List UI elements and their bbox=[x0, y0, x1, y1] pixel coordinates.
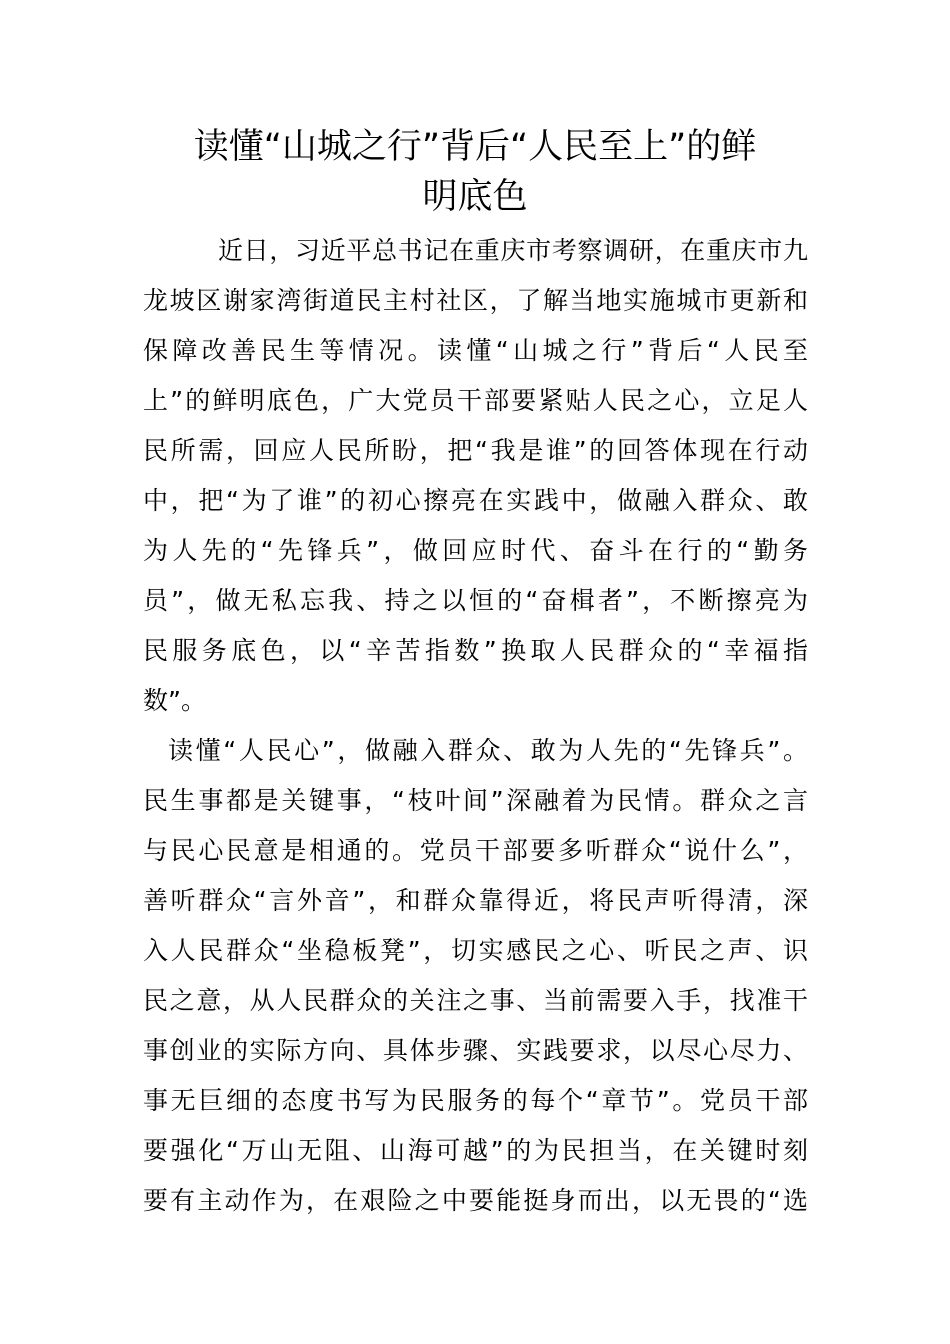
paragraph-line: 与民心民意是相通的。党员干部要多听群众“说什么”， bbox=[143, 836, 808, 865]
document-title bbox=[130, 122, 820, 222]
paragraph-line: 上”的鲜明底色，广大党员干部要紧贴人民之心，立足人 bbox=[143, 386, 808, 415]
paragraph-line: 保障改善民生等情况。读懂“山城之行”背后“人民至 bbox=[143, 336, 808, 365]
paragraph-line: 为人先的“先锋兵”，做回应时代、奋斗在行的“勤务 bbox=[143, 536, 808, 565]
paragraph-line: 龙坡区谢家湾街道民主村社区，了解当地实施城市更新和 bbox=[143, 286, 808, 315]
paragraph-line: 数”。 bbox=[143, 686, 206, 715]
paragraph-line: 事创业的实际方向、具体步骤、实践要求，以尽心尽力、 bbox=[143, 1036, 808, 1065]
paragraph-line: 善听群众“言外音”，和群众靠得近，将民声听得清，深 bbox=[143, 886, 808, 915]
paragraph-line: 民服务底色，以“辛苦指数”换取人民群众的“幸福指 bbox=[143, 636, 808, 665]
paragraph-line: 近日，习近平总书记在重庆市考察调研，在重庆市九 bbox=[218, 236, 808, 265]
paragraph-line: 中，把“为了谁”的初心擦亮在实践中，做融入群众、敢 bbox=[143, 486, 808, 515]
paragraph-line: 入人民群众“坐稳板凳”，切实感民之心、听民之声、识 bbox=[143, 936, 808, 965]
paragraph-line: 民所需，回应人民所盼，把“我是谁”的回答体现在行动 bbox=[143, 436, 808, 465]
paragraph-2 bbox=[143, 726, 808, 1226]
paragraph-line: 读懂“人民心”，做融入群众、敢为人先的“先锋兵”。 bbox=[168, 736, 808, 765]
document-body bbox=[143, 226, 808, 1226]
paragraph-1 bbox=[143, 226, 808, 726]
title-line-1: 读懂“山城之行”背后“人民至上”的鲜 bbox=[193, 127, 757, 167]
title-line-2: 明底色 bbox=[422, 177, 528, 217]
paragraph-line: 民生事都是关键事，“枝叶间”深融着为民情。群众之言 bbox=[143, 786, 808, 815]
paragraph-line: 要强化“万山无阻、山海可越”的为民担当，在关键时刻 bbox=[143, 1136, 808, 1165]
paragraph-line: 事无巨细的态度书写为民服务的每个“章节”。党员干部 bbox=[143, 1086, 808, 1115]
paragraph-line: 民之意，从人民群众的关注之事、当前需要入手，找准干 bbox=[143, 986, 808, 1015]
paragraph-line: 员”，做无私忘我、持之以恒的“奋楫者”，不断擦亮为 bbox=[143, 586, 808, 615]
paragraph-line: 要有主动作为，在艰险之中要能挺身而出，以无畏的“选 bbox=[143, 1186, 808, 1215]
